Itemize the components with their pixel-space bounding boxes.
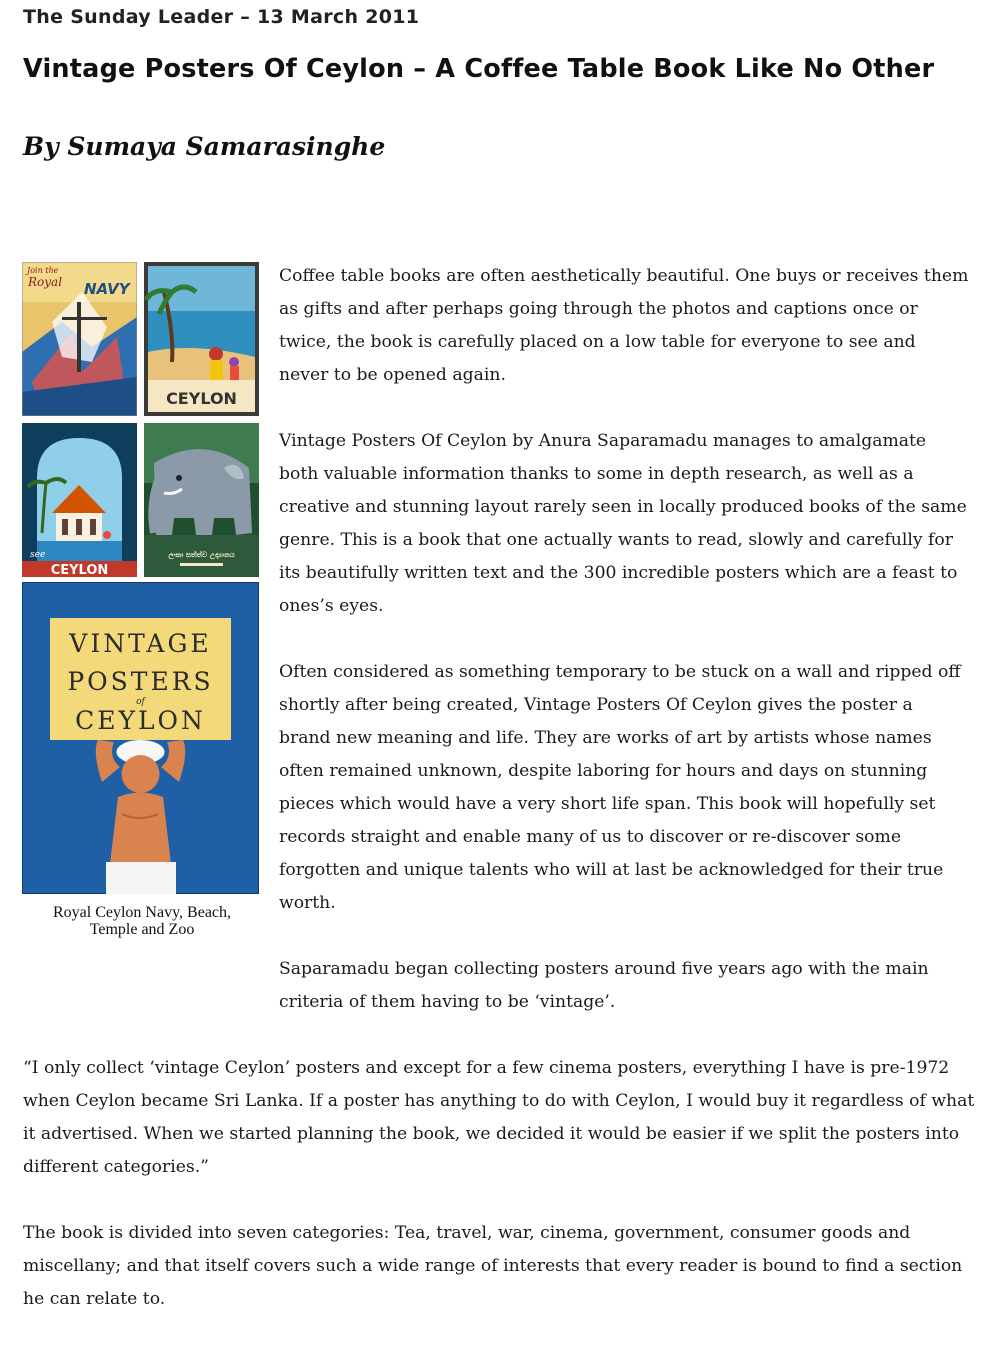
paragraph-6: The book is divided into seven categories: Tea, travel, war, cinema, government, consumer goods and miscellany; and that itself covers such a wide range of interests that every reader is bound to find a section he can relate to. <box>23 1223 963 1309</box>
ceylon-beach-poster <box>144 262 259 416</box>
cover-title-line-3: of <box>136 697 145 707</box>
book-cover-image <box>22 582 259 894</box>
temple-poster-line-1: see <box>30 550 46 560</box>
caption-line-1: Royal Ceylon Navy, Beach, <box>52 904 232 921</box>
navy-poster-line-2: Royal <box>28 275 63 289</box>
zoo-elephant-poster <box>144 423 259 577</box>
poster-thumbnail-grid <box>22 262 259 577</box>
cover-title-line-2: POSTERS <box>67 667 214 696</box>
zoo-poster-label: ලංකා සත්ත්ව උද්‍යානය <box>168 551 235 559</box>
masthead: The Sunday Leader – 13 March 2011 <box>23 6 420 28</box>
royal-navy-poster <box>22 262 137 416</box>
cover-title-line-1: VINTAGE <box>69 629 212 658</box>
article-body-upper <box>279 260 969 953</box>
navy-poster-line-3: NAVY <box>84 280 130 298</box>
temple-poster-line-2: CEYLON <box>50 563 109 577</box>
see-ceylon-temple-poster <box>22 423 137 577</box>
article-headline: Vintage Posters Of Ceylon – A Coffee Table Book Like No Other <box>23 54 935 84</box>
paragraph-4: Saparamadu began collecting posters around five years ago with the main criteria of them having to be ‘vintage’. <box>279 959 929 1012</box>
paragraph-3: Often considered as something temporary to be stuck on a wall and ripped off shortly after being created, Vintage Posters Of Ceylon gives the poster a brand new meaning and life. They are works of art by artists whose names often remained unknown, despite laboring for hours and days on stunning pieces which would have a very short life span. This book will hopefully set records straight and enable many of us to discover or re-discover some forgotten and unique talents who will at last be acknowledged for their true worth. <box>279 662 961 913</box>
poster-figure <box>22 262 259 938</box>
paragraph-2: Vintage Posters Of Ceylon by Anura Saparamadu manages to amalgamate both valuable information thanks to some in depth research, as well as a creative and stunning layout rarely seen in locally produced books of the same genre. This is a book that one actually wants to read, slowly and carefully for its beautifully written text and the 300 incredible posters which are a feast to ones’s eyes. <box>279 431 967 616</box>
cover-title-line-4: CEYLON <box>75 706 206 735</box>
navy-poster-line-1: Join the <box>27 266 59 275</box>
figure-caption <box>22 904 262 938</box>
paragraph-1: Coffee table books are often aesthetically beautiful. One buys or receives them as gifts and after perhaps going through the photos and captions once or twice, the book is carefully placed on a low table for everyone to see and never to be opened again. <box>279 266 969 385</box>
article-body-lower <box>23 953 983 1349</box>
caption-line-2: Temple and Zoo <box>89 921 195 938</box>
paragraph-5: “I only collect ‘vintage Ceylon’ posters and except for a few cinema posters, everything I have is pre-1972 when Ceylon became Sri Lanka. If a poster has anything to do with Ceylon, I would buy it regardless of what it advertised. When we started planning the book, we decided it would be easier if we split the posters into different categories.” <box>23 1058 975 1177</box>
article-byline: By Sumaya Samarasinghe <box>23 132 386 161</box>
beach-poster-label: CEYLON <box>166 389 237 408</box>
